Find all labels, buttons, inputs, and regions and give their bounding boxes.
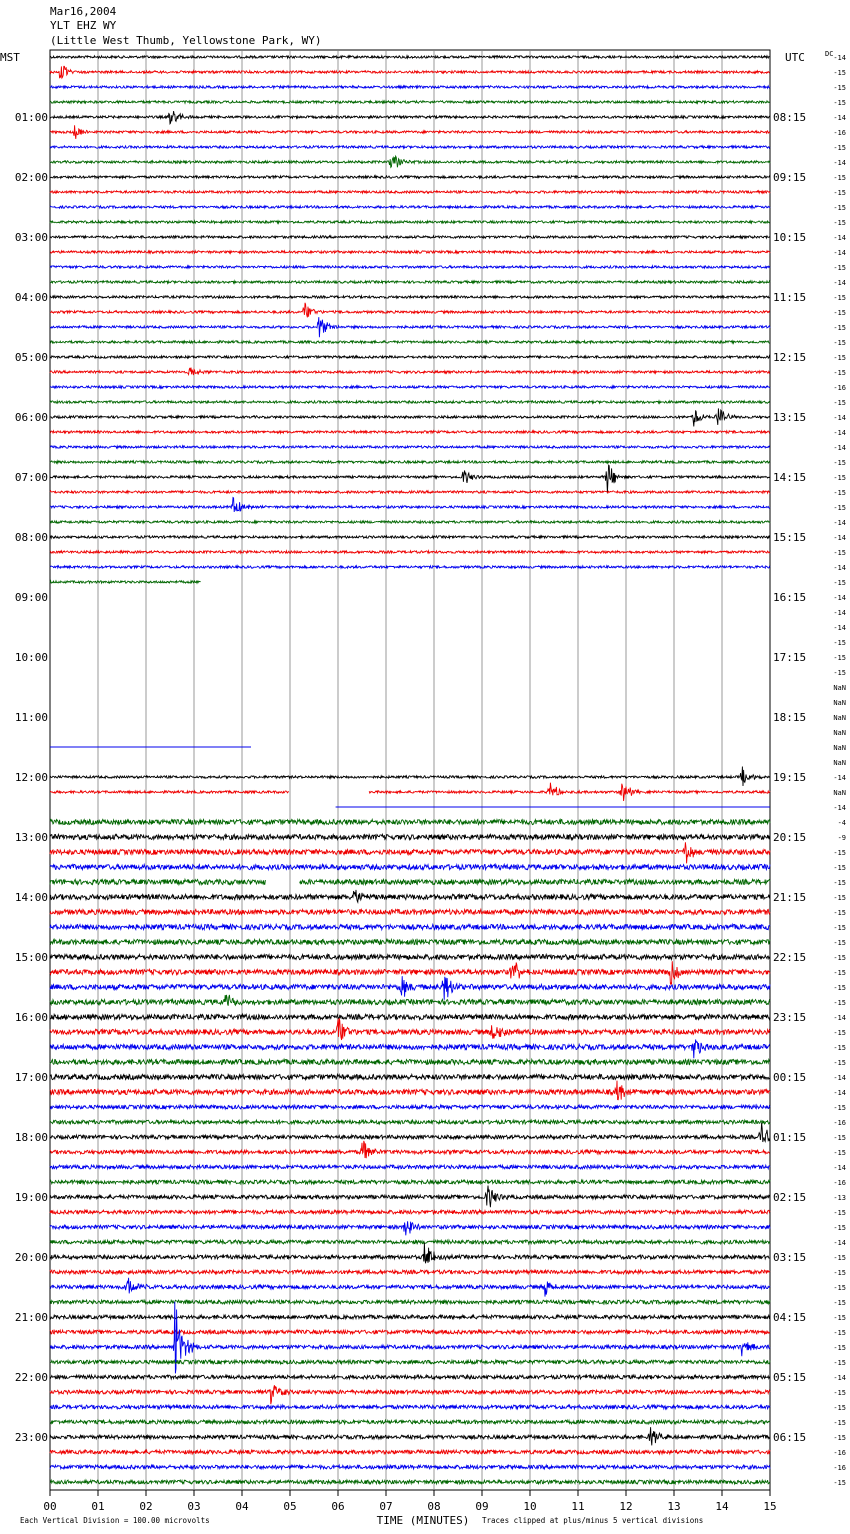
trace-48 — [50, 767, 770, 787]
trace-55 — [50, 879, 770, 884]
dc-offset-value: -16 — [833, 1464, 846, 1472]
dc-offset-value: -14 — [833, 519, 846, 527]
x-tick-label: 03 — [187, 1500, 201, 1513]
left-hour-label: 23:00 — [14, 1431, 48, 1444]
trace-94 — [50, 1465, 770, 1469]
left-hour-label: 14:00 — [14, 891, 48, 904]
dc-offset-value: NaN — [833, 684, 846, 692]
dc-offset-value: -16 — [833, 1449, 846, 1457]
dc-offset-value: -15 — [833, 969, 846, 977]
trace-81 — [50, 1270, 770, 1274]
dc-offset-value: -15 — [833, 864, 846, 872]
dc-offset-value: -15 — [833, 999, 846, 1007]
dc-offset-value: -15 — [833, 894, 846, 902]
dc-offset-value: -16 — [833, 1179, 846, 1187]
dc-offset-value: -15 — [833, 399, 846, 407]
left-timezone-label: MST — [0, 51, 20, 64]
left-hour-label: 18:00 — [14, 1131, 48, 1144]
dc-offset-value: -15 — [833, 1104, 846, 1112]
dc-offset-value: -14 — [833, 279, 846, 287]
right-hour-label: 02:15 — [773, 1191, 807, 1204]
dc-offset-value: -15 — [833, 579, 846, 587]
dc-offset-value: -15 — [833, 1344, 846, 1352]
x-axis — [43, 1490, 776, 1513]
trace-10 — [50, 206, 770, 208]
trace-76 — [50, 1186, 770, 1208]
x-tick-label: 12 — [619, 1500, 633, 1513]
right-hour-label: 18:15 — [773, 711, 807, 724]
right-hour-label: 22:15 — [773, 951, 807, 964]
dc-offset-value: -14 — [833, 54, 846, 62]
dc-offset-value: -15 — [833, 849, 846, 857]
trace-32 — [50, 536, 770, 538]
trace-57 — [50, 909, 770, 914]
x-tick-label: 05 — [283, 1500, 297, 1513]
dc-offset-value: -15 — [833, 99, 846, 107]
trace-56 — [50, 890, 770, 902]
trace-77 — [50, 1210, 770, 1214]
left-hour-labels — [15, 111, 48, 1444]
left-hour-label: 11:00 — [14, 711, 48, 724]
dc-offset-value: -14 — [833, 1374, 846, 1382]
dc-offset-value: -4 — [837, 819, 846, 827]
trace-91 — [50, 1420, 770, 1424]
x-tick-label: 09 — [475, 1500, 489, 1513]
trace-24 — [50, 408, 770, 426]
dc-offset-value: -15 — [833, 339, 846, 347]
trace-84 — [50, 1315, 770, 1319]
trace-93 — [50, 1450, 770, 1454]
dc-offset-value: NaN — [833, 699, 846, 707]
dc-offset-value: -13 — [833, 1194, 846, 1202]
right-hour-label: 17:15 — [773, 651, 807, 664]
dc-offset-value: -15 — [833, 1299, 846, 1307]
dc-offset-value: -15 — [833, 324, 846, 332]
dc-offset-value: -15 — [833, 1314, 846, 1322]
x-tick-label: 11 — [571, 1500, 585, 1513]
dc-offset-value: -15 — [833, 309, 846, 317]
dc-offset-value: -14 — [833, 624, 846, 632]
dc-offset-value: -15 — [833, 1419, 846, 1427]
right-hour-label: 19:15 — [773, 771, 807, 784]
dc-offset-value: -14 — [833, 774, 846, 782]
trace-54 — [50, 864, 770, 869]
dc-offset-value: -15 — [833, 1434, 846, 1442]
dc-offset-value: -15 — [833, 1254, 846, 1262]
clipping-note: Traces clipped at plus/minus 5 vertical divisions — [482, 1516, 704, 1525]
dc-offset-value: -15 — [833, 1479, 846, 1487]
trace-49 — [50, 783, 770, 801]
trace-12 — [50, 236, 770, 238]
dc-offset-value: NaN — [833, 759, 846, 767]
trace-67 — [50, 1059, 770, 1064]
dc-offset-value: -14 — [833, 1074, 846, 1082]
dc-offset-value: NaN — [833, 744, 846, 752]
right-hour-label: 11:15 — [773, 291, 807, 304]
left-hour-label: 03:00 — [14, 231, 48, 244]
left-hour-label: 22:00 — [14, 1371, 48, 1384]
dc-offset-value: -15 — [833, 939, 846, 947]
trace-33 — [50, 551, 770, 553]
right-hour-label: 23:15 — [773, 1011, 807, 1024]
trace-87 — [50, 1360, 770, 1364]
record-date: Mar16,2004 — [50, 5, 117, 18]
dc-offset-value: -14 — [833, 1014, 846, 1022]
trace-53 — [50, 842, 770, 863]
right-hour-label: 03:15 — [773, 1251, 807, 1264]
dc-offset-value: -15 — [833, 639, 846, 647]
dc-offset-value: -9 — [837, 834, 846, 842]
dc-offset-value: -14 — [833, 114, 846, 122]
dc-offset-value: NaN — [833, 729, 846, 737]
dc-offset-value: -14 — [833, 609, 846, 617]
dc-offset-value: -15 — [833, 504, 846, 512]
trace-14 — [50, 266, 770, 268]
right-hour-label: 13:15 — [773, 411, 807, 424]
trace-35 — [50, 581, 201, 583]
x-tick-label: 00 — [43, 1500, 57, 1513]
station-code: YLT EHZ WY — [50, 19, 117, 32]
dc-offset-value: -15 — [833, 1149, 846, 1157]
right-hour-label: 06:15 — [773, 1431, 807, 1444]
dc-offset-value: NaN — [833, 714, 846, 722]
left-hour-label: 04:00 — [14, 291, 48, 304]
trace-58 — [50, 924, 770, 929]
x-tick-label: 04 — [235, 1500, 249, 1513]
left-hour-label: 16:00 — [14, 1011, 48, 1024]
left-hour-label: 21:00 — [14, 1311, 48, 1324]
trace-89 — [50, 1385, 770, 1404]
x-tick-label: 15 — [763, 1500, 777, 1513]
trace-72 — [50, 1123, 770, 1142]
dc-offset-value: -15 — [833, 909, 846, 917]
left-hour-label: 02:00 — [14, 171, 48, 184]
trace-29 — [50, 491, 770, 493]
dc-offset-value: -15 — [833, 1209, 846, 1217]
trace-26 — [50, 446, 770, 448]
right-hour-label: 04:15 — [773, 1311, 807, 1324]
left-hour-label: 09:00 — [14, 591, 48, 604]
dc-offset-value: -16 — [833, 384, 846, 392]
dc-offset-value: -15 — [833, 1269, 846, 1277]
left-hour-label: 08:00 — [14, 531, 48, 544]
left-hour-label: 10:00 — [14, 651, 48, 664]
trace-18 — [50, 317, 770, 337]
dc-offset-value: -14 — [833, 1164, 846, 1172]
dc-offset-value: -15 — [833, 204, 846, 212]
trace-34 — [50, 566, 770, 568]
trace-31 — [50, 521, 770, 523]
trace-20 — [50, 356, 770, 358]
dc-offset-value: -15 — [833, 1389, 846, 1397]
trace-1 — [50, 66, 770, 78]
right-hour-label: 21:15 — [773, 891, 807, 904]
dc-offset-value: -15 — [833, 489, 846, 497]
trace-23 — [50, 401, 770, 403]
trace-28 — [50, 465, 770, 493]
x-tick-label: 01 — [91, 1500, 105, 1513]
trace-61 — [50, 961, 770, 984]
dc-offset-value: -15 — [833, 1359, 846, 1367]
left-hour-label: 17:00 — [14, 1071, 48, 1084]
dc-offset-value: -14 — [833, 444, 846, 452]
trace-85 — [50, 1330, 770, 1334]
trace-73 — [50, 1141, 770, 1158]
x-tick-label: 13 — [667, 1500, 681, 1513]
dc-offset-value: NaN — [833, 789, 846, 797]
dc-offset-value: -15 — [833, 474, 846, 482]
trace-9 — [50, 191, 770, 193]
dc-offset-value: -15 — [833, 84, 846, 92]
trace-83 — [50, 1300, 770, 1304]
right-hour-label: 01:15 — [773, 1131, 807, 1144]
right-hour-labels — [773, 111, 806, 1444]
x-tick-label: 07 — [379, 1500, 393, 1513]
dc-offset-value: -15 — [833, 654, 846, 662]
x-tick-label: 08 — [427, 1500, 441, 1513]
dc-offset-value: -15 — [833, 1329, 846, 1337]
trace-69 — [50, 1081, 770, 1100]
trace-95 — [50, 1480, 770, 1484]
left-hour-label: 06:00 — [14, 411, 48, 424]
dc-offset-value: -15 — [833, 369, 846, 377]
trace-79 — [50, 1240, 770, 1244]
trace-25 — [50, 431, 770, 433]
dc-offset-value: -15 — [833, 879, 846, 887]
right-hour-label: 12:15 — [773, 351, 807, 364]
dc-offset-column — [833, 54, 846, 1487]
dc-offset-value: -16 — [833, 129, 846, 137]
trace-51 — [50, 819, 770, 824]
dc-offset-value: -15 — [833, 1044, 846, 1052]
trace-59 — [50, 939, 770, 944]
dc-offset-value: -15 — [833, 1284, 846, 1292]
trace-82 — [50, 1278, 770, 1297]
dc-offset-value: -15 — [833, 264, 846, 272]
trace-0 — [50, 56, 770, 58]
dc-offset-value: -14 — [833, 414, 846, 422]
seismic-traces — [50, 56, 770, 1484]
dc-offset-value: -14 — [833, 804, 846, 812]
trace-3 — [50, 101, 770, 103]
dc-offset-value: -15 — [833, 69, 846, 77]
trace-15 — [50, 281, 770, 283]
left-hour-label: 15:00 — [14, 951, 48, 964]
right-timezone-label: UTC — [785, 51, 805, 64]
right-hour-label: 08:15 — [773, 111, 807, 124]
dc-column-header: DC — [825, 50, 834, 58]
right-hour-label: 20:15 — [773, 831, 807, 844]
right-hour-label: 09:15 — [773, 171, 807, 184]
x-tick-label: 06 — [331, 1500, 345, 1513]
dc-offset-value: -15 — [833, 219, 846, 227]
trace-74 — [50, 1165, 770, 1169]
dc-offset-value: -14 — [833, 534, 846, 542]
trace-13 — [50, 251, 770, 253]
right-hour-label: 16:15 — [773, 591, 807, 604]
dc-offset-value: -15 — [833, 189, 846, 197]
dc-offset-value: -15 — [833, 1134, 846, 1142]
right-hour-label: 10:15 — [773, 231, 807, 244]
dc-offset-value: -15 — [833, 294, 846, 302]
trace-78 — [50, 1221, 770, 1235]
x-tick-label: 02 — [139, 1500, 153, 1513]
trace-2 — [50, 86, 770, 88]
dc-offset-value: -14 — [833, 429, 846, 437]
trace-92 — [50, 1427, 770, 1445]
trace-70 — [50, 1105, 770, 1109]
trace-27 — [50, 461, 770, 463]
trace-22 — [50, 386, 770, 388]
dc-offset-value: -16 — [833, 1119, 846, 1127]
trace-4 — [50, 111, 770, 124]
dc-offset-value: -15 — [833, 1059, 846, 1067]
left-hour-label: 01:00 — [14, 111, 48, 124]
dc-offset-value: -14 — [833, 234, 846, 242]
trace-6 — [50, 146, 770, 148]
dc-offset-value: -14 — [833, 1239, 846, 1247]
dc-offset-value: -15 — [833, 354, 846, 362]
left-hour-label: 20:00 — [14, 1251, 48, 1264]
trace-17 — [50, 303, 770, 318]
trace-30 — [50, 498, 770, 513]
x-tick-label: 10 — [523, 1500, 537, 1513]
trace-64 — [50, 1014, 770, 1019]
trace-5 — [50, 125, 770, 139]
trace-11 — [50, 221, 770, 223]
trace-21 — [50, 368, 770, 376]
left-hour-label: 12:00 — [14, 771, 48, 784]
dc-offset-value: -15 — [833, 459, 846, 467]
right-hour-label: 15:15 — [773, 531, 807, 544]
trace-8 — [50, 176, 770, 178]
trace-16 — [50, 296, 770, 298]
trace-63 — [50, 995, 770, 1006]
dc-offset-value: -15 — [833, 954, 846, 962]
dc-offset-value: -14 — [833, 594, 846, 602]
left-hour-label: 19:00 — [14, 1191, 48, 1204]
trace-19 — [50, 341, 770, 343]
right-hour-label: 14:15 — [773, 471, 807, 484]
trace-62 — [50, 976, 770, 1000]
dc-offset-value: -15 — [833, 1029, 846, 1037]
trace-7 — [50, 156, 770, 167]
trace-60 — [50, 954, 770, 959]
dc-offset-value: -15 — [833, 669, 846, 677]
trace-68 — [50, 1074, 770, 1079]
x-tick-label: 14 — [715, 1500, 729, 1513]
station-location: (Little West Thumb, Yellowstone Park, WY) — [50, 34, 322, 47]
dc-offset-value: -15 — [833, 1224, 846, 1232]
x-axis-title: TIME (MINUTES) — [376, 1514, 470, 1527]
trace-66 — [50, 1040, 770, 1059]
dc-offset-value: -15 — [833, 924, 846, 932]
right-hour-label: 05:15 — [773, 1371, 807, 1384]
dc-offset-value: -14 — [833, 564, 846, 572]
vertical-division-note: Each Vertical Division = 100.00 microvolts — [20, 1516, 210, 1525]
right-hour-label: 00:15 — [773, 1071, 807, 1084]
trace-65 — [50, 1018, 770, 1040]
left-hour-label: 05:00 — [14, 351, 48, 364]
dc-offset-value: -14 — [833, 159, 846, 167]
dc-offset-value: -15 — [833, 144, 846, 152]
trace-71 — [50, 1120, 770, 1124]
trace-90 — [50, 1405, 770, 1409]
dc-offset-value: -15 — [833, 549, 846, 557]
dc-offset-value: -14 — [833, 249, 846, 257]
left-hour-label: 07:00 — [14, 471, 48, 484]
dc-offset-value: -15 — [833, 984, 846, 992]
dc-offset-value: -15 — [833, 174, 846, 182]
trace-88 — [50, 1375, 770, 1379]
trace-75 — [50, 1180, 770, 1184]
trace-80 — [50, 1243, 770, 1264]
dc-offset-value: -14 — [833, 1089, 846, 1097]
dc-offset-value: -15 — [833, 1404, 846, 1412]
left-hour-label: 13:00 — [14, 831, 48, 844]
trace-52 — [50, 834, 770, 839]
